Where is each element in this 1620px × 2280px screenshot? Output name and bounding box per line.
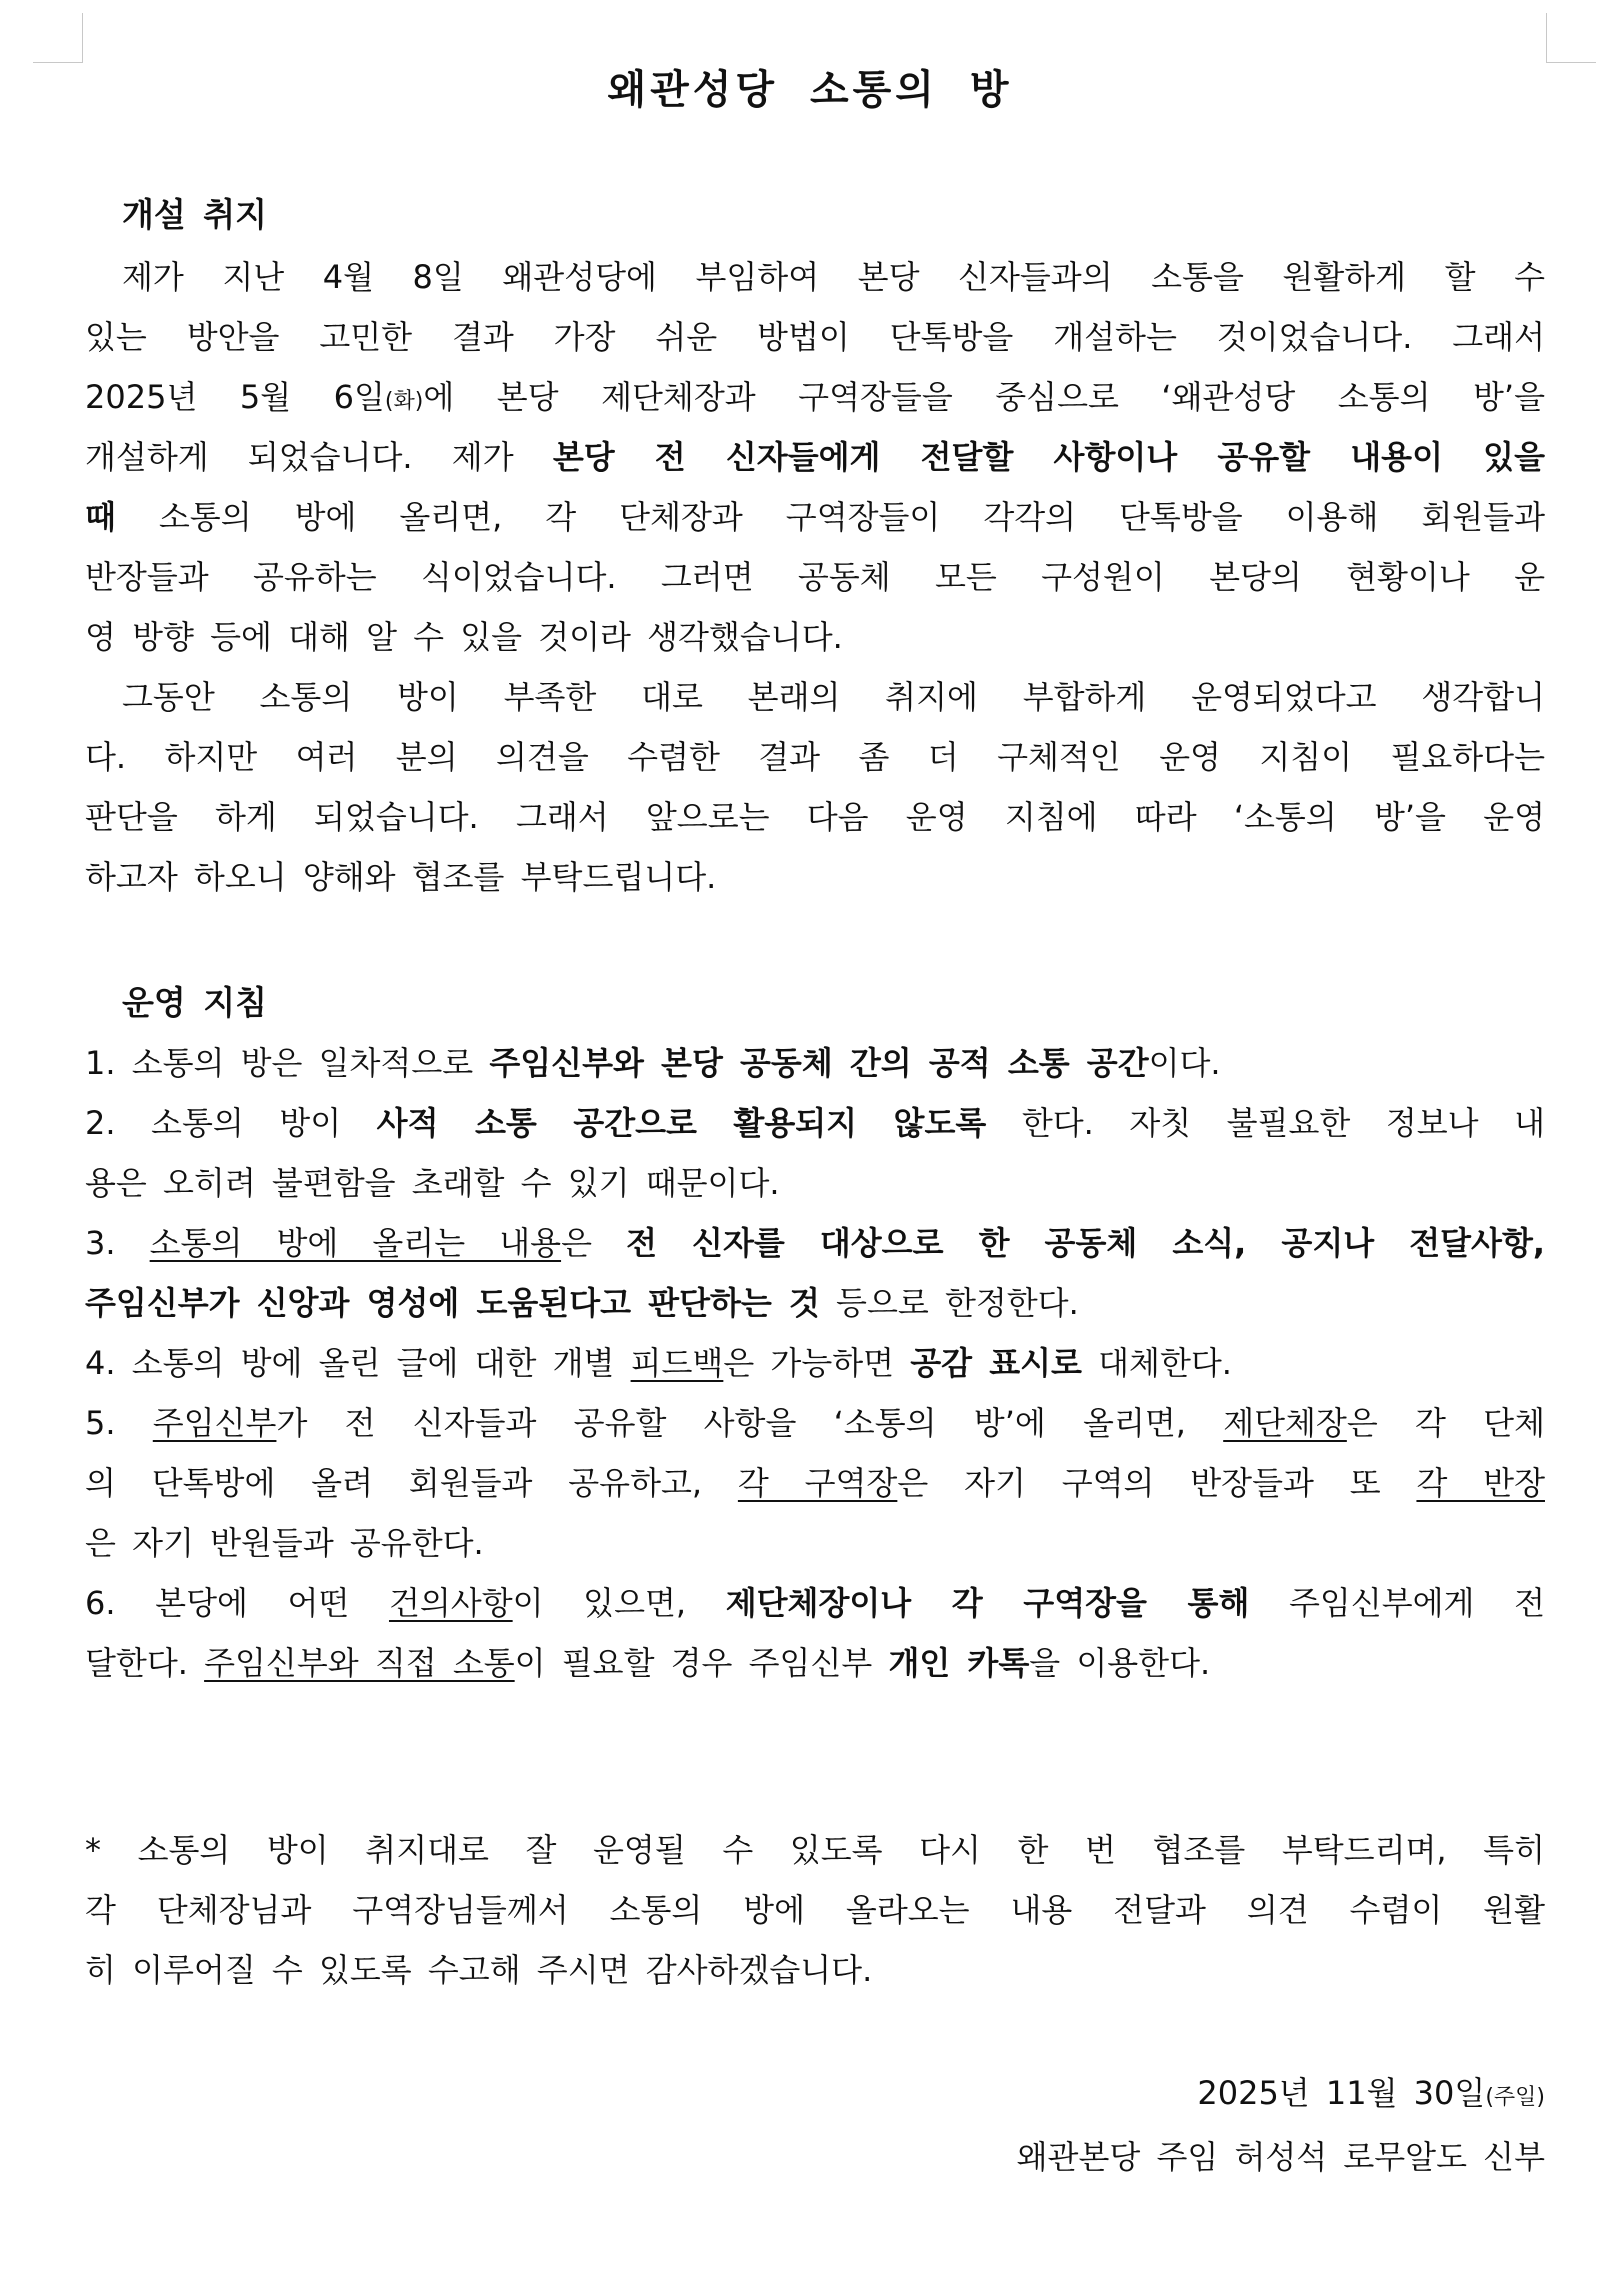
underlined-text: 주임신부 (152, 1404, 277, 1442)
text-span: 은 자기 구역의 반장들과 또 (897, 1464, 1417, 1502)
underlined-text: 피드백 (630, 1344, 724, 1382)
bold-text: 본당 전 신자들에게 전달할 사항이나 공유할 내용이 있을 (552, 438, 1545, 476)
guideline-item-6 (85, 1573, 1545, 1633)
text-span: 6. 본당에 어떤 (85, 1584, 389, 1622)
closing-note-line: 각 단체장님과 구역장님들께서 소통의 방에 올라오는 내용 전달과 의견 수렴이 원활 (85, 1891, 1545, 1929)
paragraph-line: 있는 방안을 고민한 결과 가장 쉬운 방법이 단톡방을 개설하는 것이었습니다. 그래서 (85, 318, 1545, 356)
bold-text: 개인 카톡 (888, 1644, 1030, 1682)
paragraph-line: 판단을 하게 되었습니다. 그래서 앞으로는 다음 운영 지침에 따라 ‘소통의 방’을 운영 (85, 798, 1545, 836)
guideline-item-3-cont (85, 1273, 1545, 1333)
bold-text: 때 (85, 498, 116, 536)
paragraph-line: 그동안 소통의 방이 부족한 대로 본래의 취지에 부합하게 운영되었다고 생각합니 (122, 678, 1545, 716)
paragraph-line: 반장들과 공유하는 식이었습니다. 그러면 공동체 모든 구성원이 본당의 현황이나 운 (85, 558, 1545, 596)
underlined-text: 건의사항 (388, 1584, 513, 1622)
page-corner-mark-left (33, 13, 83, 63)
guideline-item-5-cont (85, 1453, 1545, 1513)
text-span: 주임신부에게 전 (1249, 1584, 1546, 1622)
paragraph-line: 영 방향 등에 대해 알 수 있을 것이라 생각했습니다. (85, 618, 843, 656)
text-span: 개설하게 되었습니다. 제가 (85, 438, 553, 476)
text-span: 2. 소통의 방이 (85, 1104, 377, 1142)
paragraph-line (85, 487, 1545, 547)
text-span: 을 이용한다. (1029, 1644, 1211, 1682)
weekday-text: (주일) (1485, 2085, 1545, 2110)
text-span: 이다. (1148, 1044, 1221, 1082)
guideline-item-5 (85, 1393, 1545, 1453)
paragraph-line (85, 427, 1545, 487)
date-text: 2025년 5월 6일 (85, 378, 385, 416)
guideline-item-2-cont: 용은 오히려 불편함을 초래할 수 있기 때문이다. (85, 1164, 780, 1202)
bold-text: 주임신부와 본당 공동체 간의 공적 소통 공간 (489, 1044, 1149, 1082)
text-span: 은 각 단체 (1346, 1404, 1545, 1442)
paragraph-line: 제가 지난 4월 8일 왜관성당에 부임하여 본당 신자들과의 소통을 원활하게 할 수 (122, 258, 1545, 296)
text-span: 등으로 한정한다. (819, 1284, 1079, 1322)
paragraph-line: 하고자 하오니 양해와 협조를 부탁드립니다. (85, 858, 717, 896)
signature-signer: 왜관본당 주임 허성석 로무알도 신부 (1016, 2138, 1545, 2176)
guideline-item-6-cont (85, 1633, 1545, 1693)
paragraph-line: 다. 하지만 여러 분의 의견을 수렴한 결과 좀 더 구체적인 운영 지침이 필요하다는 (85, 738, 1545, 776)
bold-text: 제단체장이나 각 구역장을 통해 (725, 1584, 1250, 1622)
bold-text: 주임신부가 신앙과 영성에 도움된다고 판단하는 것 (85, 1284, 820, 1322)
paragraph-line (85, 367, 1545, 427)
text-span: 대체한다. (1081, 1344, 1232, 1382)
text-span: 한다. 자칫 불필요한 정보나 내 (986, 1104, 1546, 1142)
signature-date (85, 2063, 1545, 2123)
text-span: 1. 소통의 방은 일차적으로 (85, 1044, 490, 1082)
weekday-text: (화) (384, 389, 424, 414)
section-heading-guidelines: 운영 지침 (122, 983, 268, 1022)
page-title: 왜관성당 소통의 방 (607, 67, 1013, 113)
closing-note-line: 히 이루어질 수 있도록 수고해 주시면 감사하겠습니다. (85, 1951, 873, 1989)
text-span: 5. (85, 1404, 153, 1442)
closing-note-line: * 소통의 방이 취지대로 잘 운영될 수 있도록 다시 한 번 협조를 부탁드리며, 특히 (85, 1831, 1545, 1869)
guideline-item-1 (85, 1033, 1545, 1093)
text-span: 의 단톡방에 올려 회원들과 공유하고, (85, 1464, 738, 1502)
text-span: 이 있으면, (512, 1584, 726, 1622)
text-span: 이 필요할 경우 주임신부 (514, 1644, 889, 1682)
text-span: 3. (85, 1224, 150, 1262)
text-span: 은 (561, 1224, 627, 1262)
guideline-item-4 (85, 1333, 1545, 1393)
underlined-text: 각 구역장 (737, 1464, 898, 1502)
underlined-text: 제단체장 (1223, 1404, 1347, 1442)
guideline-item-2 (85, 1093, 1545, 1153)
text-span: 소통의 방에 올리면, 각 단체장과 구역장들이 각각의 단톡방을 이용해 회원들과 (115, 498, 1545, 536)
bold-text: 전 신자를 대상으로 한 공동체 소식, 공지나 전달사항, (626, 1224, 1546, 1262)
text-span: 에 본당 제단체장과 구역장들을 중심으로 ‘왜관성당 소통의 방’을 (423, 378, 1545, 416)
guideline-item-3 (85, 1213, 1545, 1273)
underlined-text: 각 반장 (1416, 1464, 1545, 1502)
guideline-item-5-cont: 은 자기 반원들과 공유한다. (85, 1524, 484, 1562)
date-text: 2025년 11월 30일 (1197, 2074, 1486, 2112)
text-span: 가 전 신자들과 공유할 사항을 ‘소통의 방’에 올리면, (276, 1404, 1224, 1442)
text-span: 4. 소통의 방에 올린 글에 대한 개별 (85, 1344, 631, 1382)
bold-text: 사적 소통 공간으로 활용되지 않도록 (376, 1104, 987, 1142)
underlined-text: 주임신부와 직접 소통 (204, 1644, 515, 1682)
page-corner-mark-right (1546, 13, 1596, 63)
text-span: 은 가능하면 (723, 1344, 911, 1382)
text-span: 달한다. (85, 1644, 205, 1682)
underlined-text: 소통의 방에 올리는 내용 (149, 1224, 562, 1262)
section-heading-purpose: 개설 취지 (122, 195, 268, 234)
bold-text: 공감 표시로 (910, 1344, 1082, 1382)
